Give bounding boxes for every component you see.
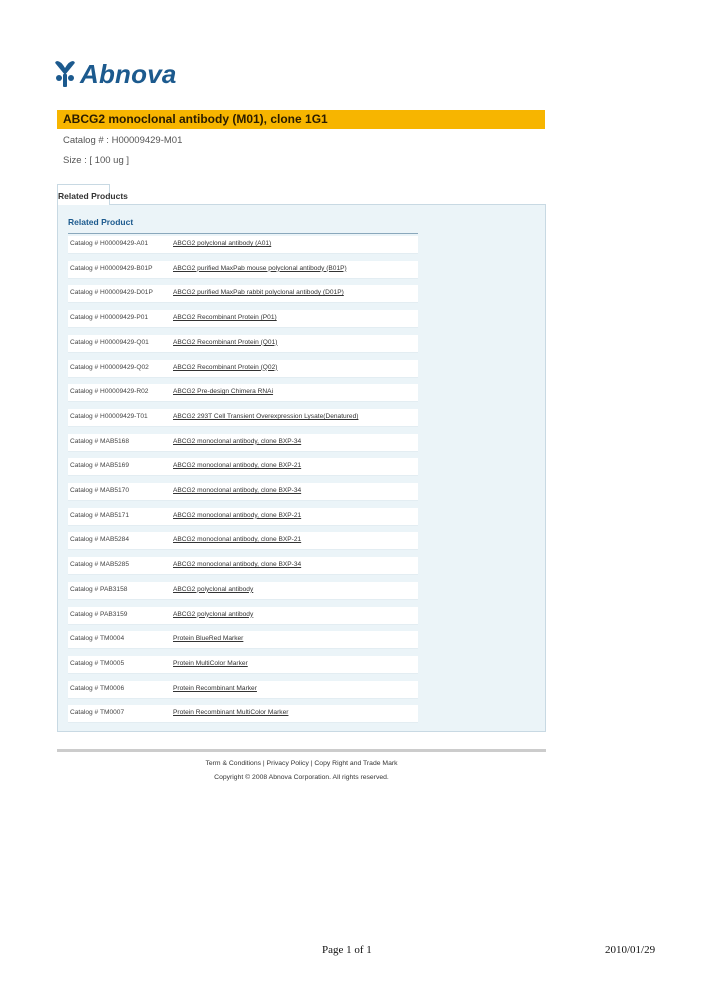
product-title-bar bbox=[57, 110, 545, 129]
related-product-link[interactable]: Protein MultiColor Marker bbox=[173, 659, 248, 667]
related-product-link[interactable]: ABCG2 monoclonal antibody, clone BXP-21 bbox=[173, 536, 302, 544]
print-date: 2010/01/29 bbox=[605, 944, 656, 956]
footer-copyright: Copyright © 2008 Abnova Corporation. All rights reserved. bbox=[214, 774, 389, 781]
related-product-link[interactable]: Protein BlueRed Marker bbox=[173, 635, 244, 643]
related-product-catalog: Catalog # TM0006 bbox=[70, 684, 125, 692]
related-product-row bbox=[68, 607, 418, 625]
related-product-row bbox=[68, 532, 418, 550]
related-product-link[interactable]: ABCG2 Pre-design Chimera RNAi bbox=[173, 388, 274, 396]
related-product-row bbox=[68, 557, 418, 575]
abnova-logo-icon bbox=[52, 59, 78, 89]
related-product-row bbox=[68, 483, 418, 501]
abnova-wordmark: Abnova bbox=[80, 58, 177, 89]
heading-divider bbox=[68, 233, 418, 234]
tab-related-products[interactable]: Related Products bbox=[57, 184, 110, 205]
related-product-catalog: Catalog # TM0007 bbox=[70, 709, 125, 717]
related-product-catalog: Catalog # PAB3159 bbox=[70, 610, 128, 618]
related-product-heading: Related Product bbox=[68, 217, 134, 227]
related-product-row bbox=[68, 631, 418, 649]
related-product-link[interactable]: ABCG2 293T Cell Transient Overexpression Lysate(Denatured) bbox=[173, 412, 359, 420]
related-product-catalog: Catalog # H00009429-P01 bbox=[70, 314, 149, 322]
related-product-link[interactable]: ABCG2 Recombinant Protein (P01) bbox=[173, 314, 277, 322]
related-product-catalog: Catalog # MAB5285 bbox=[70, 561, 130, 569]
related-product-catalog: Catalog # H00009429-T01 bbox=[70, 412, 148, 420]
related-product-row bbox=[68, 310, 418, 328]
related-product-link[interactable]: Protein Recombinant Marker bbox=[173, 684, 257, 692]
related-product-catalog: Catalog # H00009429-D01P bbox=[70, 289, 153, 297]
related-product-link[interactable]: ABCG2 monoclonal antibody, clone BXP-34 bbox=[173, 437, 302, 445]
related-product-link[interactable]: Protein Recombinant MultiColor Marker bbox=[173, 709, 289, 717]
related-product-link[interactable]: ABCG2 Recombinant Protein (Q01) bbox=[173, 338, 278, 346]
related-product-catalog: Catalog # MAB5171 bbox=[70, 511, 130, 519]
related-product-link[interactable]: ABCG2 monoclonal antibody, clone BXP-34 bbox=[173, 561, 302, 569]
product-title: ABCG2 monoclonal antibody (M01), clone 1G1 bbox=[63, 112, 328, 126]
related-product-row bbox=[68, 656, 418, 674]
related-product-link[interactable]: ABCG2 polyclonal antibody bbox=[173, 610, 254, 618]
related-product-catalog: Catalog # H00009429-Q02 bbox=[70, 363, 149, 371]
related-product-link[interactable]: ABCG2 polyclonal antibody (A01) bbox=[173, 240, 272, 247]
related-product-link[interactable]: ABCG2 monoclonal antibody, clone BXP-21 bbox=[173, 462, 302, 470]
related-product-row bbox=[68, 582, 418, 600]
related-product-catalog: Catalog # H00009429-Q01 bbox=[70, 338, 149, 346]
related-product-row bbox=[68, 458, 418, 476]
related-product-catalog: Catalog # MAB5169 bbox=[70, 462, 130, 470]
related-product-link[interactable]: ABCG2 polyclonal antibody bbox=[173, 585, 254, 593]
footer-links[interactable]: Term & Conditions | Privacy Policy | Copy Right and Trade Mark bbox=[205, 760, 398, 767]
related-product-link[interactable]: ABCG2 monoclonal antibody, clone BXP-21 bbox=[173, 511, 302, 519]
related-product-catalog: Catalog # H00009429-R02 bbox=[70, 388, 149, 396]
related-product-row bbox=[68, 508, 418, 526]
related-product-catalog: Catalog # PAB3158 bbox=[70, 585, 128, 593]
related-product-link[interactable]: ABCG2 monoclonal antibody, clone BXP-34 bbox=[173, 487, 302, 494]
related-product-row bbox=[68, 261, 418, 279]
abnova-logo[interactable] bbox=[52, 57, 177, 91]
footer-divider bbox=[57, 749, 546, 752]
related-product-catalog: Catalog # MAB5168 bbox=[70, 437, 130, 445]
related-product-row bbox=[68, 434, 418, 452]
page-number: Page 1 of 1 bbox=[322, 944, 372, 956]
related-product-catalog: Catalog # H00009429-B01P bbox=[70, 264, 153, 272]
related-product-catalog: Catalog # MAB5170 bbox=[70, 487, 130, 494]
related-product-row bbox=[68, 360, 418, 378]
related-product-row bbox=[68, 335, 418, 353]
related-product-link[interactable]: ABCG2 purified MaxPab mouse polyclonal antibody (B01P) bbox=[173, 264, 347, 272]
related-product-catalog: Catalog # TM0005 bbox=[70, 659, 125, 667]
product-size: Size : [ 100 ug ] bbox=[63, 155, 130, 166]
related-product-row bbox=[68, 384, 418, 402]
related-product-link[interactable]: ABCG2 purified MaxPab rabbit polyclonal antibody (D01P) bbox=[173, 289, 344, 297]
related-product-catalog: Catalog # MAB5284 bbox=[70, 536, 130, 544]
related-product-row bbox=[68, 681, 418, 699]
related-product-row bbox=[68, 285, 418, 303]
related-product-catalog: Catalog # TM0004 bbox=[70, 635, 125, 643]
related-product-row bbox=[68, 236, 418, 254]
related-product-row bbox=[68, 705, 418, 723]
related-product-row bbox=[68, 409, 418, 427]
product-catalog: Catalog # : H00009429-M01 bbox=[63, 135, 183, 146]
related-product-catalog: Catalog # H00009429-A01 bbox=[70, 240, 149, 247]
related-product-link[interactable]: ABCG2 Recombinant Protein (Q02) bbox=[173, 363, 278, 371]
